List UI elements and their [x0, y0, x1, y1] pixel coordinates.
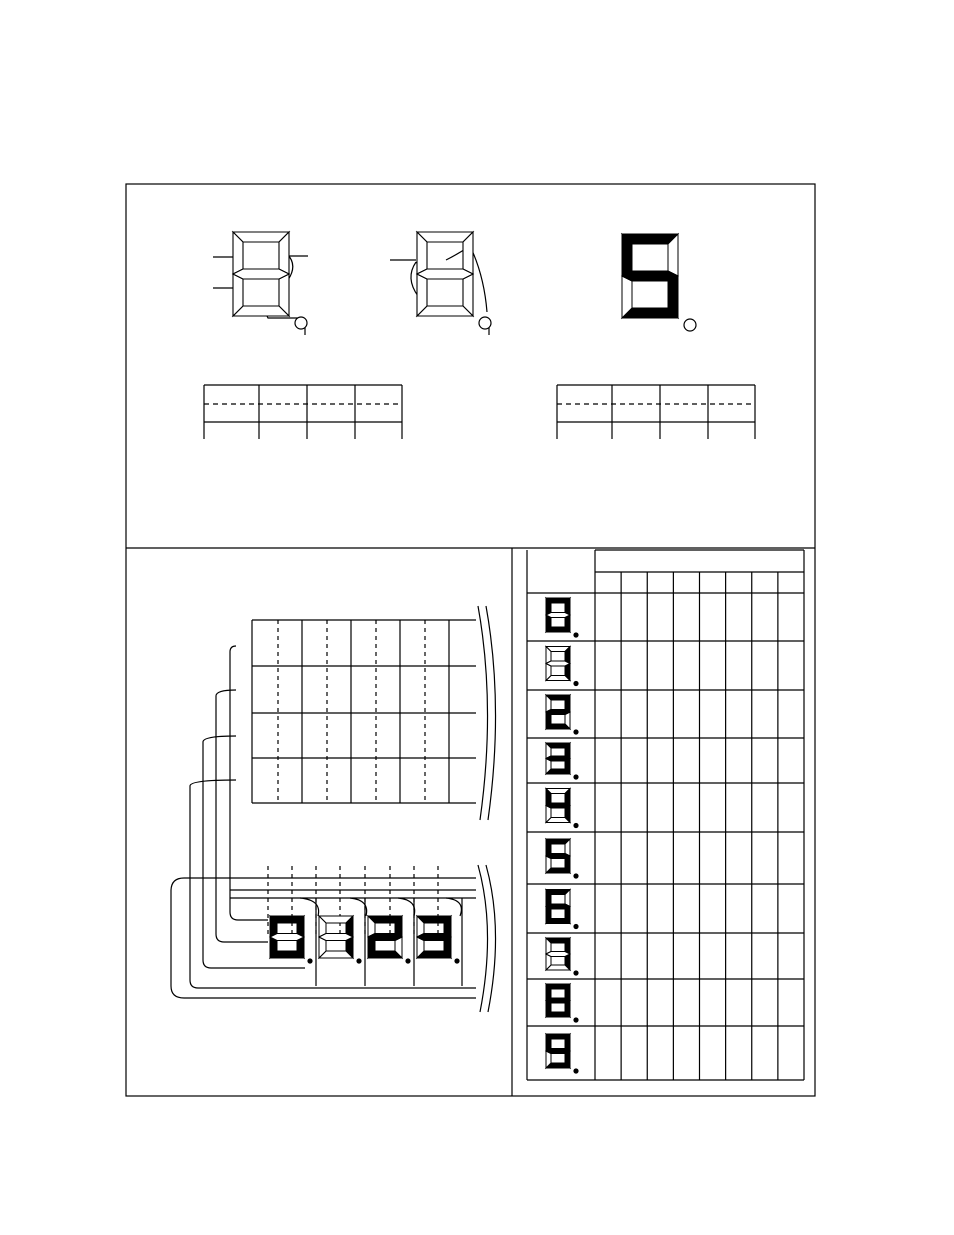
decimal-point [573, 774, 578, 779]
display-digit-3 [417, 916, 460, 964]
table-digit-2 [546, 695, 579, 735]
table-digit-4 [546, 789, 579, 829]
segment-g [622, 271, 678, 281]
example-digit-1 [233, 232, 307, 329]
segment-g [546, 952, 570, 957]
table-digit-1 [546, 647, 579, 687]
decimal-point [573, 873, 578, 878]
table-digit-7 [546, 938, 579, 976]
decimal-point [573, 1017, 578, 1022]
outer-frame [126, 184, 815, 1096]
table-digit-8 [546, 984, 579, 1023]
example-digit-2 [417, 232, 491, 329]
segment-g [546, 904, 570, 909]
decimal-point [684, 319, 696, 331]
segment-g [546, 613, 570, 618]
table-digit-5 [546, 839, 579, 879]
segment-g [233, 269, 289, 279]
segment-g [546, 854, 570, 859]
table-digit-3 [546, 743, 579, 780]
table-digit-9 [546, 1034, 579, 1074]
segment-g [546, 661, 570, 666]
segment-g [319, 934, 353, 941]
decimal-point [405, 958, 410, 963]
decimal-point [573, 632, 578, 637]
decimal-point [454, 958, 459, 963]
decimal-point [573, 1068, 578, 1073]
decimal-point [307, 958, 312, 963]
decimal-point [573, 970, 578, 975]
decimal-point [573, 823, 578, 828]
segment-g [417, 934, 451, 941]
segment-g [546, 803, 570, 808]
segment-table-left [204, 385, 402, 439]
decimal-point [573, 924, 578, 929]
decimal-point [479, 317, 491, 329]
segment-g [270, 934, 304, 941]
segment-g [546, 998, 570, 1003]
segment-g [417, 269, 473, 279]
display-digit-2 [368, 916, 411, 964]
decimal-point [295, 317, 307, 329]
table-digit-0 [546, 598, 579, 638]
segment-g [546, 1049, 570, 1054]
example-digit-3 [622, 234, 696, 331]
decimal-point [356, 958, 361, 963]
scan-table [252, 606, 496, 820]
segment-table-right [557, 385, 755, 439]
display-digit-1 [319, 916, 362, 964]
segment-g [546, 710, 570, 715]
decimal-point [573, 681, 578, 686]
segment-g [368, 934, 402, 941]
display-digit-0 [270, 916, 313, 964]
truth-table-columns [621, 572, 778, 1080]
table-digit-6 [546, 890, 579, 930]
example-leaders [213, 246, 489, 335]
segment-g [546, 756, 570, 761]
decimal-point [573, 729, 578, 734]
